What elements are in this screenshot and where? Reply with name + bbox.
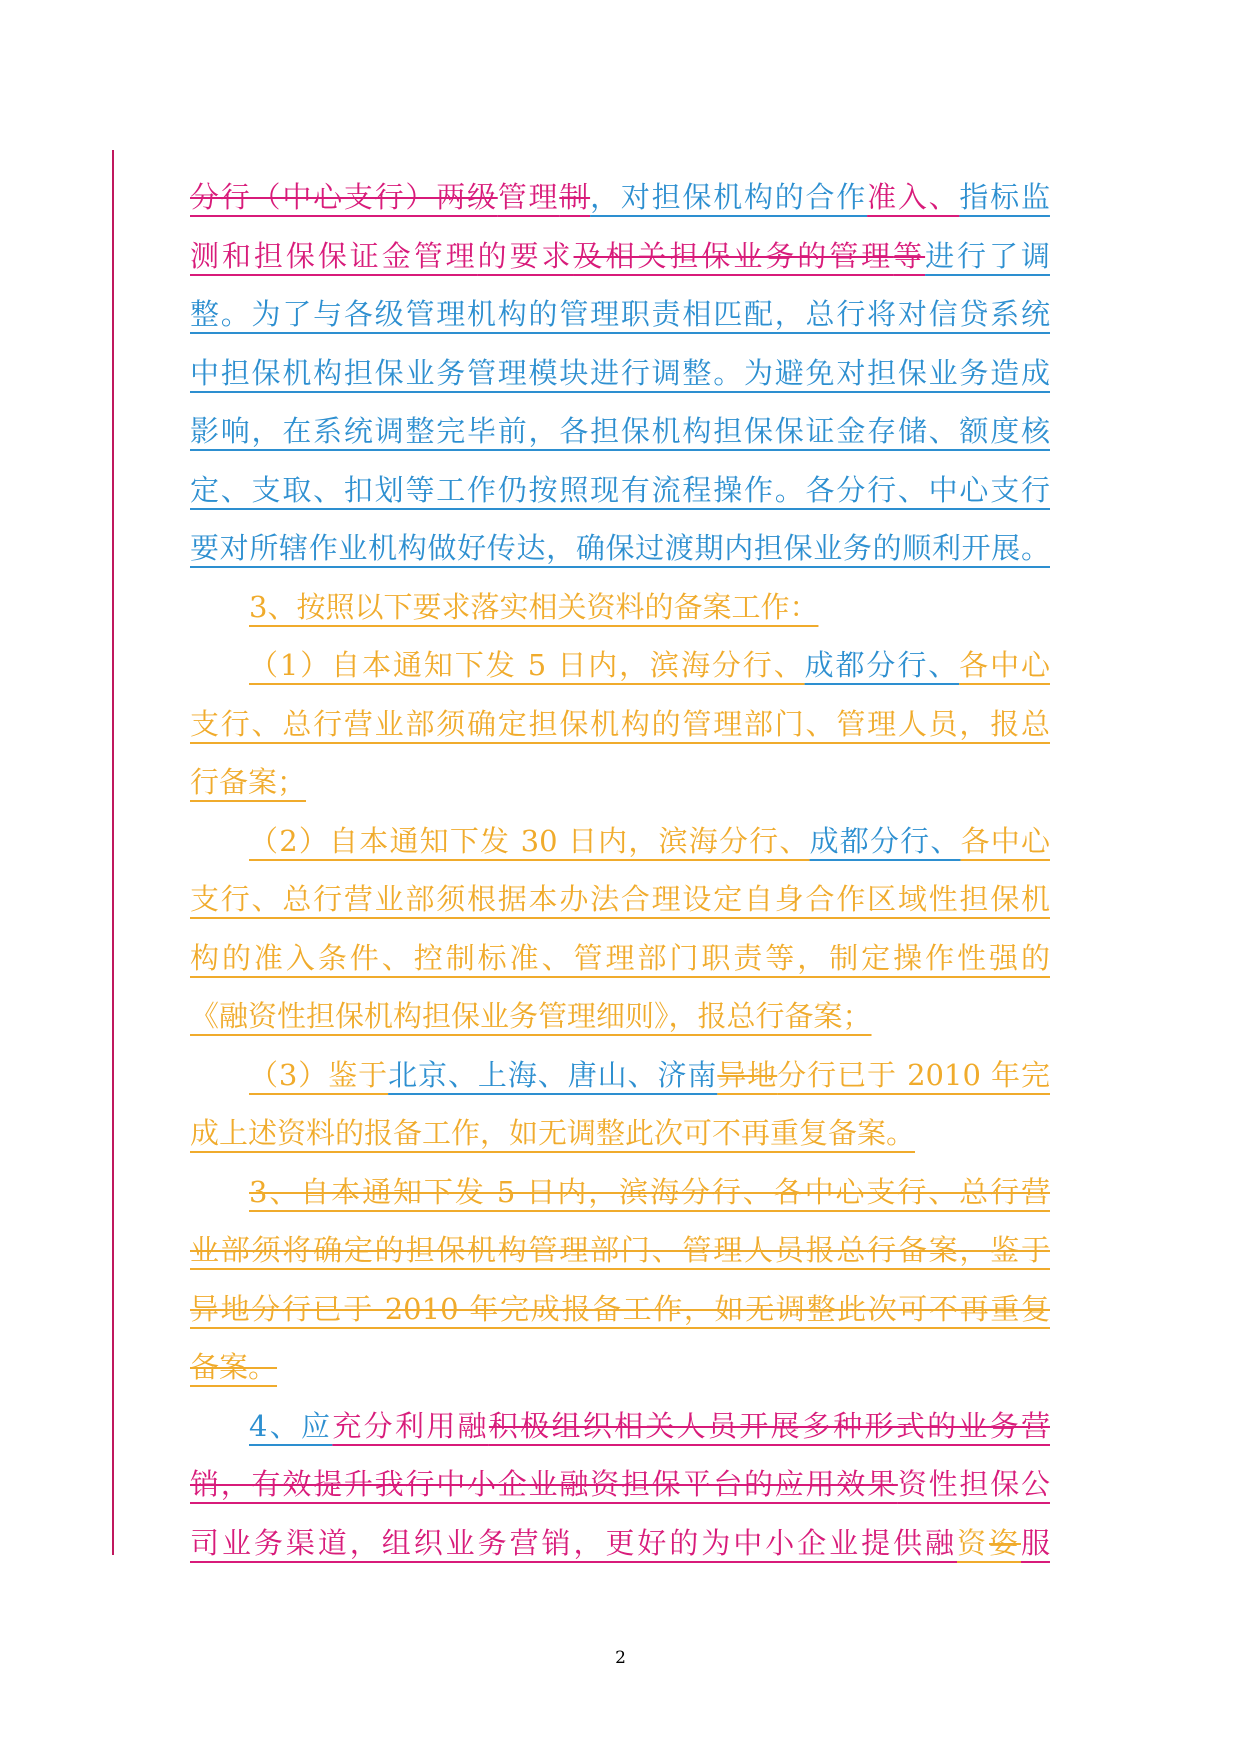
inserted-text-run: 成上述资料的报备工作，如无调整此次可不再重复备案。 xyxy=(190,1116,916,1150)
inserted-text-run: 行备案； xyxy=(190,765,307,799)
text-line xyxy=(190,285,1050,344)
text-line xyxy=(190,344,1050,403)
inserted-text-run: 资 xyxy=(957,1525,989,1560)
text-line xyxy=(190,1280,1050,1339)
inserted-text-run: 影响，在系统调整完毕前，各担保机构担保保证金存储、额度核 xyxy=(190,414,1050,448)
text-line xyxy=(190,987,1050,1046)
inserted-text-run: 司业务渠道，组织业务营销，更好的为中小企业提供融 xyxy=(190,1525,958,1560)
inserted-text-run: 分行已于 2010 年完 xyxy=(777,1057,1050,1092)
deleted-text-run: 3、自本通知下发 5 日内，滨海分行、各中心支行、总行营 xyxy=(249,1174,1050,1209)
text-line xyxy=(190,519,1050,578)
deleted-text-run: 及相关担保业务的管理 xyxy=(573,238,894,273)
inserted-text-run: 管理 xyxy=(497,180,560,214)
inserted-text-run: 的要求 xyxy=(477,238,574,273)
inserted-text-run: 北京、上海、唐山、济南 xyxy=(388,1057,718,1092)
inserted-text-run: 进行了调 xyxy=(925,238,1050,273)
text-line xyxy=(190,929,1050,988)
text-line xyxy=(190,227,1050,286)
deleted-text-run: 姿 xyxy=(989,1525,1021,1560)
text-line xyxy=(190,812,1050,871)
inserted-text-run: 支行、总行营业部须确定担保机构的管理部门、管理人员，报总 xyxy=(190,706,1050,741)
deleted-text-run: 备案。 xyxy=(190,1350,278,1384)
text-line xyxy=(190,636,1050,695)
inserted-text-run: 充分利用融 xyxy=(332,1408,489,1443)
inserted-text-run: 要对所辖作业机构做好传达，确保过渡期内担保业务的顺利开展。 xyxy=(190,531,1050,565)
inserted-text-run: 中担保机构担保业务管理模块进行调整。为避免对担保业务造成 xyxy=(190,355,1050,390)
page-number: 2 xyxy=(615,1648,626,1668)
deleted-text-run: 分行（中心支行）两级 xyxy=(190,180,498,214)
text-line xyxy=(190,402,1050,461)
inserted-text-run: 3、按照以下要求落实相关资料的备案工作： xyxy=(249,589,819,624)
deleted-text-run: 等 xyxy=(893,238,926,273)
text-line xyxy=(190,1455,1050,1514)
text-line xyxy=(190,578,1050,637)
text-line xyxy=(190,753,1050,812)
document-body xyxy=(190,168,1050,1572)
inserted-text-run: （3）鉴于 xyxy=(249,1057,389,1092)
text-line xyxy=(190,870,1050,929)
inserted-text-run: 资性担保公 xyxy=(897,1467,1050,1501)
inserted-text-run: 定、支取、扣划等工作仍按照现有流程操作。各分行、中心支行 xyxy=(190,472,1050,507)
deleted-text-run: 异地分行已于 2010 年完成报备工作，如无调整此次可不再重复 xyxy=(190,1291,1050,1326)
revision-change-bar xyxy=(112,150,114,1555)
text-line xyxy=(190,1163,1050,1222)
inserted-text-run: 测和担保保证金管理 xyxy=(190,238,478,273)
text-line xyxy=(190,168,1050,227)
inserted-text-run: （2）自本通知下发 30 日内，滨海分行、 xyxy=(249,823,810,858)
text-line xyxy=(190,461,1050,520)
deleted-text-run: 制 xyxy=(559,180,591,214)
inserted-text-run: 支行、总行营业部须根据本办法合理设定自身合作区域性担保机 xyxy=(190,882,1050,916)
inserted-text-run: ，对担保机构的合作 xyxy=(590,180,868,214)
inserted-text-run: 各中心 xyxy=(959,648,1050,682)
inserted-text-run: 4、应 xyxy=(249,1408,333,1443)
text-line xyxy=(190,1397,1050,1456)
deleted-text-run: 销，有效提升我行中小企业融资担保平台的应用效果 xyxy=(190,1467,898,1501)
text-line xyxy=(190,1338,1050,1397)
inserted-text-run: 服 xyxy=(1020,1525,1050,1560)
inserted-text-run: 准入、 xyxy=(867,180,960,214)
inserted-text-run: 《融资性担保机构担保业务管理细则》，报总行备案； xyxy=(190,999,872,1033)
deleted-text-run: 业部须将确定的担保机构管理部门、管理人员报总行备案，鉴于 xyxy=(190,1233,1050,1267)
inserted-text-run: 指标监 xyxy=(959,180,1050,214)
inserted-text-run: 各中心 xyxy=(960,823,1050,858)
text-line xyxy=(190,1104,1050,1163)
inserted-text-run: 整。为了与各级管理机构的管理职责相匹配，总行将对信贷系统 xyxy=(190,297,1050,331)
inserted-text-run: （1）自本通知下发 5 日内，滨海分行、 xyxy=(249,648,805,682)
deleted-text-run: 异地 xyxy=(717,1057,778,1092)
text-line xyxy=(190,1046,1050,1105)
text-line xyxy=(190,695,1050,754)
deleted-text-run: 积极组织相关人员开展多种形式的业务营 xyxy=(488,1408,1050,1443)
inserted-text-run: 成都分行、 xyxy=(809,823,961,858)
text-line xyxy=(190,1514,1050,1573)
text-line xyxy=(190,1221,1050,1280)
inserted-text-run: 构的准入条件、控制标准、管理部门职责等，制定操作性强的 xyxy=(190,940,1050,975)
inserted-text-run: 成都分行、 xyxy=(804,648,960,682)
